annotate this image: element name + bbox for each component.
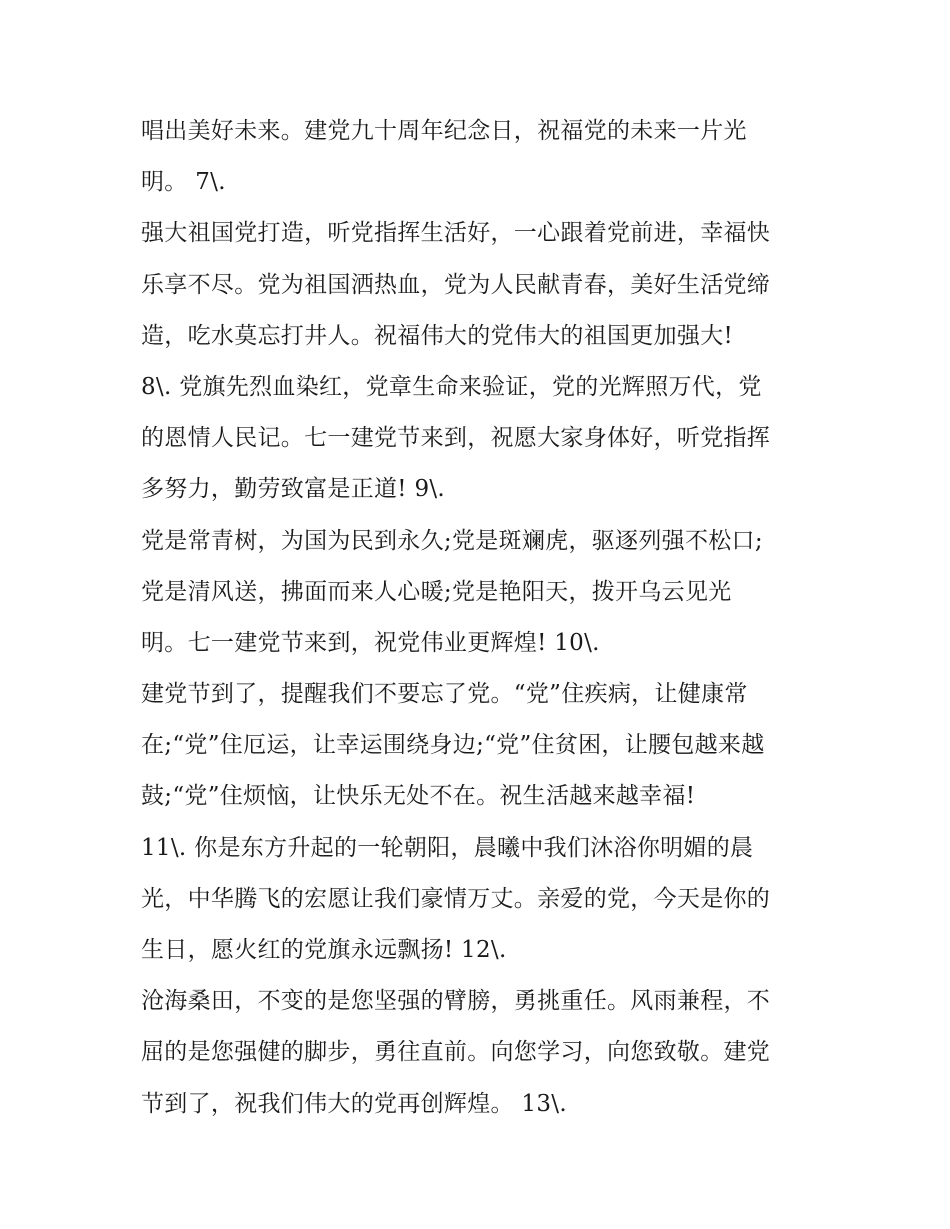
text-line: 明。七一建党节来到，祝党伟业更辉煌! 10\. xyxy=(141,629,600,656)
text-line: 鼓;“党”住烦恼，让快乐无处不在。祝生活越来越幸福! xyxy=(141,783,696,810)
text-line: 沧海桑田，不变的是您坚强的臂膀，勇挑重任。风雨兼程，不 xyxy=(141,988,771,1015)
text-line: 多努力，勤劳致富是正道! 9\. xyxy=(141,476,446,503)
text-line: 的恩情人民记。七一建党节来到，祝愿大家身体好，听党指挥 xyxy=(141,425,771,452)
text-line: 在;“党”住厄运，让幸运围绕身边;“党”住贫困，让腰包越来越 xyxy=(141,732,765,759)
text-line: 造，吃水莫忘打井人。祝福伟大的党伟大的祖国更加强大! xyxy=(141,322,734,349)
text-line: 乐享不尽。党为祖国洒热血，党为人民献青春，美好生活党缔 xyxy=(141,271,771,298)
text-line: 光，中华腾飞的宏愿让我们豪情万丈。亲爱的党，今天是你的 xyxy=(141,885,771,912)
text-line: 建党节到了，提醒我们不要忘了党。“党”住疾病，让健康常 xyxy=(141,681,748,708)
text-line: 节到了，祝我们伟大的党再创辉煌。 13\. xyxy=(141,1090,567,1117)
text-line: 屈的是您强健的脚步，勇往直前。向您学习，向您致敬。建党 xyxy=(141,1039,771,1066)
text-line: 唱出美好未来。建党九十周年纪念日，祝福党的未来一片光 xyxy=(141,118,747,144)
body-text xyxy=(141,106,821,1130)
text-line: 强大祖国党打造，听党指挥生活好，一心跟着党前进，幸福快 xyxy=(141,220,771,247)
text-line: 11\. 你是东方升起的一轮朝阳，晨曦中我们沐浴你明媚的晨 xyxy=(141,834,754,861)
text-line: 明。 7\. xyxy=(141,169,226,196)
text-line: 党是清风送，拂面而来人心暖;党是艳阳天，拨开乌云见光 xyxy=(141,578,732,605)
text-line: 党是常青树，为国为民到永久;党是斑斓虎，驱逐列强不松口; xyxy=(141,527,763,554)
text-line: 生日，愿火红的党旗永远飘扬! 12\. xyxy=(141,937,507,963)
text-line: 8\. 党旗先烈血染红，党章生命来验证，党的光辉照万代，党 xyxy=(141,373,762,400)
